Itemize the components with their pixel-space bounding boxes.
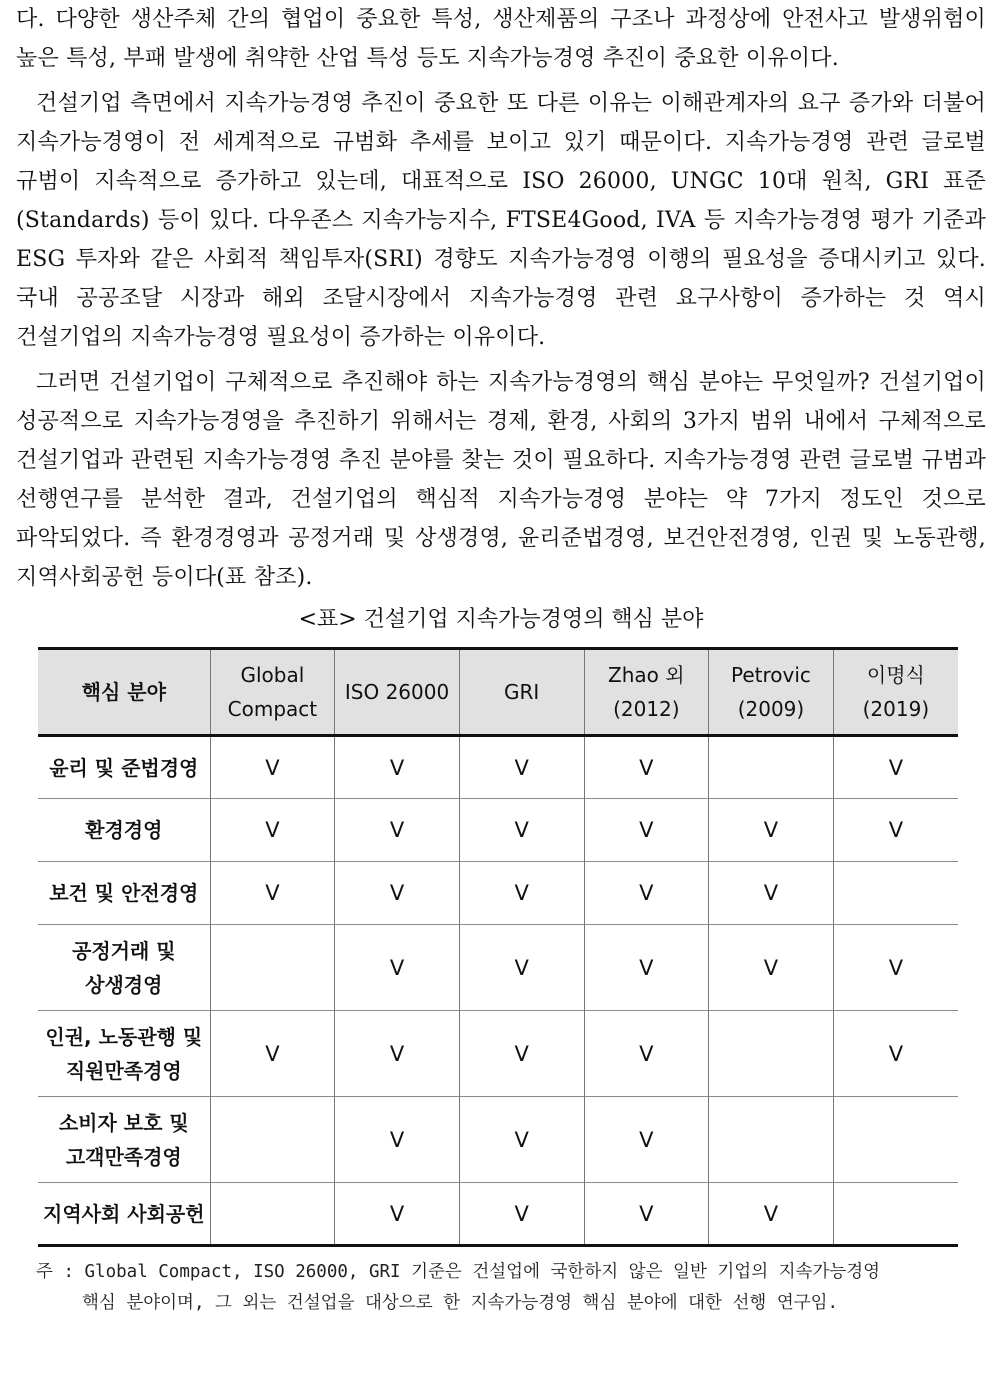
table-cell [709,1011,834,1097]
table-cell [833,1183,958,1246]
document-page [16,0,986,1319]
table-cell: V [709,1183,834,1246]
table-cell: V [210,799,335,862]
header-col-gri: GRI [459,649,584,736]
table-cell: V [833,925,958,1011]
table-header-row [38,649,958,736]
table-cell: V [210,736,335,799]
table-cell: V [335,1011,460,1097]
paragraph-3: 그러면 건설기업이 구체적으로 추진해야 하는 지속가능경영의 핵심 분야는 무엇일까? 건설기업이 성공적으로 지속가능경영을 추진하기 위해서는 경제, 환경, 사회의 3가지 범위 내에서 구체적으로 건설기업과 관련된 지속가능경영 추진 분야를 찾는 것이 필요하다. 지속가능경영 관련 글로벌 규범과 선행연구를 분석한 결과, 건설기업의 핵심적 지속가능경영 분야는 약 7가지 정도인 것으로 파악되었다. 즉 환경경영과 공정거래 및 상생경영, 윤리준법경영, 보건안전경영, 인권 및 노동관행, 지역사회공헌 등이다(표 참조). [16,370,986,590]
row-label: 보건 및 안전경영 [38,862,210,925]
header-col-iso-26000: ISO 26000 [335,649,460,736]
table-cell: V [335,862,460,925]
table-row [38,736,958,799]
table-cell: V [210,862,335,925]
table-cell: V [833,736,958,799]
table-cell: V [459,862,584,925]
core-areas-table [38,647,958,1247]
table-cell: V [335,1097,460,1183]
table-footnote [36,1257,986,1319]
row-label: 공정거래 및 상생경영 [38,925,210,1011]
table-cell: V [335,736,460,799]
table-cell: V [584,736,709,799]
footnote-line-2: 핵심 분야이며, 그 외는 건설업을 대상으로 한 지속가능경영 핵심 분야에 대한 선행 연구임. [82,1293,839,1313]
header-col-petrovic: Petrovic (2009) [709,649,834,736]
table-cell [210,1183,335,1246]
header-area: 핵심 분야 [38,649,210,736]
table-cell: V [335,1183,460,1246]
row-label: 윤리 및 준법경영 [49,755,199,780]
header-col-zhao: Zhao 외 (2012) [584,649,709,736]
table-cell: V [335,799,460,862]
paragraph-2: 건설기업 측면에서 지속가능경영 추진이 중요한 또 다른 이유는 이해관계자의 요구 증가와 더불어 지속가능경영이 전 세계적으로 규범화 추세를 보이고 있기 때문이다. 지속가능경영 관련 글로벌 규범이 지속적으로 증가하고 있는데, 대표적으로 ISO 26000, UNGC 10대 원칙, GRI 표준(Standards) 등이 있다. 다우존스 지속가능지수, FTSE4Good, IVA 등 지속가능경영 평가 기준과 ESG 투자와 같은 사회적 책임투자(SRI) 경향도 지속가능경영 이행의 필요성을 증대시키고 있다. 국내 공공조달 시장과 해외 조달시장에서 지속가능경영 관련 요구사항이 증가하는 것 역시 건설기업의 지속가능경영 필요성이 증가하는 이유이다. [16,91,986,350]
table-cell: V [584,925,709,1011]
table-cell: V [833,799,958,862]
table-row [38,1011,958,1097]
row-label: 지역사회 사회공헌 [38,1183,210,1246]
table-cell: V [584,862,709,925]
table-row [38,925,958,1011]
table-cell: V [459,1011,584,1097]
row-label: 소비자 보호 및 고객만족경영 [38,1097,210,1183]
table-cell [709,1097,834,1183]
table-cell [210,1097,335,1183]
table-cell: V [584,1183,709,1246]
table-cell: V [459,736,584,799]
table-cell [709,736,834,799]
table-caption: <표> 건설기업 지속가능경영의 핵심 분야 [298,607,704,632]
table-cell: V [709,925,834,1011]
row-label: 환경경영 [38,799,210,862]
header-col-global-compact: Global Compact [210,649,335,736]
table-cell: V [459,925,584,1011]
table-cell: V [709,862,834,925]
table-cell [833,862,958,925]
table-cell: V [833,1011,958,1097]
table-cell: V [584,1011,709,1097]
table-cell: V [459,799,584,862]
table-cell: V [210,1011,335,1097]
table-cell: V [584,799,709,862]
table-row [38,1097,958,1183]
table-cell [833,1097,958,1183]
table-cell: V [335,925,460,1011]
table-cell: V [709,799,834,862]
table-cell: V [459,1183,584,1246]
row-label: 인권, 노동관행 및 직원만족경영 [38,1011,210,1097]
header-col-lee: 이명식 (2019) [833,649,958,736]
table-cell: V [459,1097,584,1183]
table-cell: V [584,1097,709,1183]
footnote-line-1: 주 : Global Compact, ISO 26000, GRI 기준은 건설업에 국한하지 않은 일반 기업의 지속가능경영 [36,1262,881,1282]
table-row [38,1183,958,1246]
table-row [38,799,958,862]
paragraph-1: 다. 다양한 생산주체 간의 협업이 중요한 특성, 생산제품의 구조나 과정상에 안전사고 발생위험이 높은 특성, 부패 발생에 취약한 산업 특성 등도 지속가능경영 추진이 중요한 이유이다. [16,7,986,71]
table-row [38,862,958,925]
table-cell [210,925,335,1011]
